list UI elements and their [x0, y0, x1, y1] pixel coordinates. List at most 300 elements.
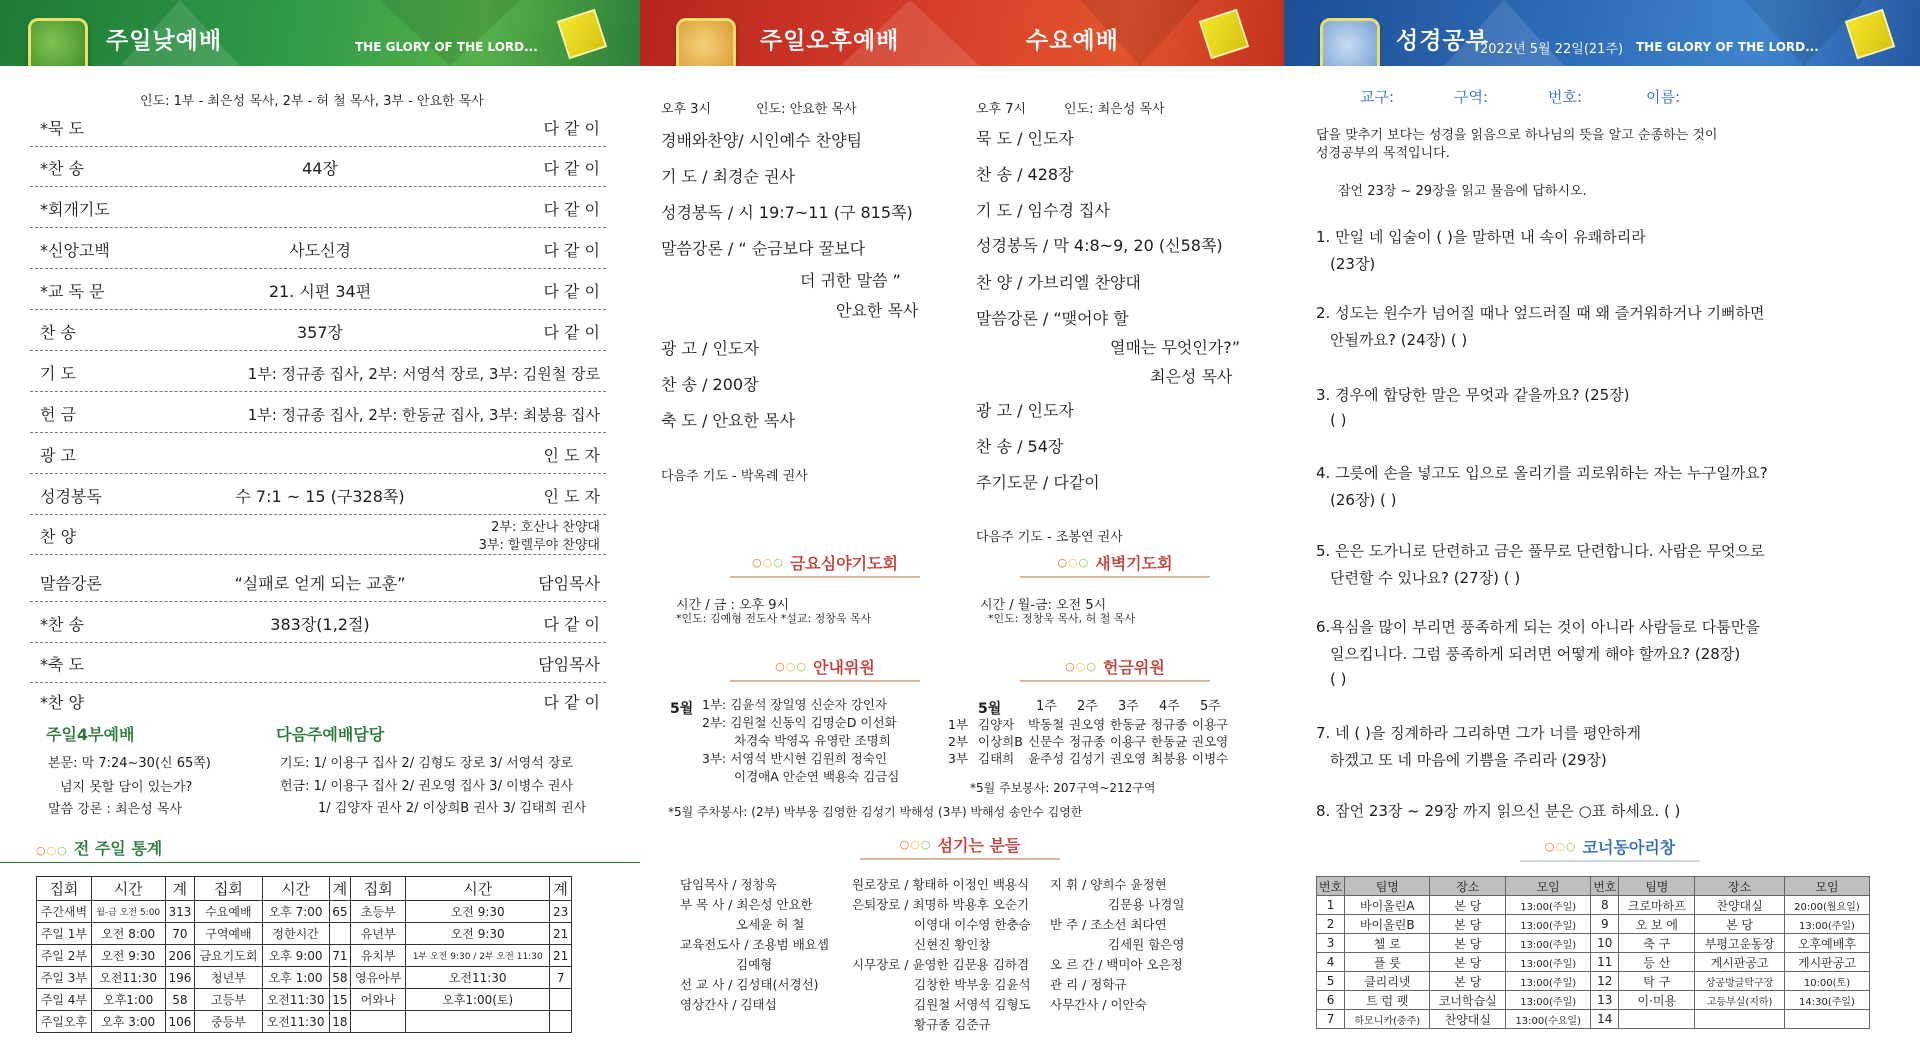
- table-row: [1317, 877, 1870, 896]
- offering-name: 신문수: [1028, 734, 1065, 749]
- table-cell: 오후 1:00: [262, 967, 329, 989]
- table-cell: 14:30(주일): [1784, 991, 1869, 1010]
- table-cell: 정한시간: [262, 923, 329, 945]
- worship-row-content: 44장: [302, 159, 338, 178]
- table-cell: 13:00(주일): [1506, 934, 1591, 953]
- table-cell: [1695, 1010, 1785, 1029]
- offering-name: 1부: [948, 717, 969, 732]
- question-line: 안될까요? (24장) ( ): [1330, 331, 1468, 349]
- question-line: (23장): [1330, 255, 1376, 273]
- table-cell: 8: [1591, 896, 1619, 915]
- question-line: 3. 경우에 합당한 말은 무엇과 같을까요? (25장): [1316, 386, 1630, 404]
- table-cell: 계: [550, 877, 572, 901]
- flag-icon: [1199, 9, 1249, 59]
- table-cell: 바이올린B: [1345, 915, 1430, 934]
- server-line: 김창한 박부웅 김윤석: [914, 977, 1031, 992]
- worship-row-right: 1부: 정규종 집사, 2부: 서영석 장로, 3부: 김원철 장로: [247, 365, 600, 383]
- study-field-label: 구역:: [1454, 88, 1489, 106]
- worship-row-content: 수 7:1 ~ 15 (구328쪽): [235, 487, 405, 506]
- row-divider: [30, 391, 606, 392]
- table-cell: 유치부: [351, 945, 406, 967]
- intro-line: 성경공부의 목적입니다.: [1316, 146, 1450, 161]
- table-row: [1317, 1010, 1870, 1029]
- worship-row-content: 사도신경: [289, 241, 351, 260]
- table-cell: 11: [1591, 953, 1619, 972]
- table-cell: 코너학습실: [1430, 991, 1506, 1010]
- table-cell: 15: [329, 989, 351, 1011]
- table-cell: 1부 오전 9:30 / 2부 오전 11:30: [406, 945, 550, 967]
- row-divider: [30, 309, 606, 310]
- table-cell: 20:00(월요일): [1784, 896, 1869, 915]
- table-cell: 13:00(주일): [1784, 915, 1869, 934]
- wed-line: 기 도 / 임수경 집사: [976, 201, 1110, 220]
- wed-line: 찬 송 / 54장: [976, 437, 1064, 456]
- offering-name: 이병수: [1192, 751, 1229, 766]
- table-cell: 부평고운동장: [1695, 934, 1785, 953]
- table-cell: 오전11:30: [262, 989, 329, 1011]
- row-divider: [30, 432, 606, 433]
- worship-row-right: 인 도 자: [543, 487, 600, 506]
- afternoon-line: 더 귀한 말씀 ”: [800, 271, 901, 290]
- table-cell: 3: [1317, 934, 1345, 953]
- server-line: 관 리 / 정학규: [1050, 977, 1127, 992]
- worship-row-content: 383장(1,2절): [270, 615, 370, 634]
- server-line: 오세윤 허 철: [736, 917, 805, 932]
- wed-line: 묵 도 / 인도자: [976, 129, 1074, 148]
- table-cell: 집회: [195, 877, 262, 901]
- offering-week: 1주: [1036, 699, 1057, 714]
- table-cell: 오후1:00(토): [406, 989, 550, 1011]
- intro-line: 답을 맞추기 보다는 성경을 읽음으로 하나님의 뜻을 알고 순종하는 것이: [1316, 128, 1718, 143]
- question-line: 8. 잠언 23장 ~ 29장 까지 읽으신 분은 ○표 하세요. ( ): [1316, 802, 1681, 820]
- table-row: [1317, 953, 1870, 972]
- table-cell: 오후예배후: [1784, 934, 1869, 953]
- offering-name: 김양자: [978, 717, 1015, 732]
- table-cell: 번호: [1591, 877, 1619, 896]
- instructions: 잠언 23장 ~ 29장을 읽고 물음에 답하시오.: [1338, 184, 1587, 199]
- worship-row-right: 다 같 이: [543, 159, 600, 178]
- usher-heading: ○○○ 안내위원: [730, 652, 920, 682]
- table-cell: 2: [1317, 915, 1345, 934]
- table-cell: 13:00(수요일): [1506, 1010, 1591, 1029]
- wed-line: 열매는 무엇인가?”: [1110, 338, 1241, 357]
- offering-heading: ○○○ 헌금위원: [1020, 652, 1210, 682]
- offering-name: 3부: [948, 751, 969, 766]
- table-cell: 오전 8:00: [91, 923, 165, 945]
- table-cell: 21: [550, 923, 572, 945]
- worship-row-label: 헌 금: [40, 405, 76, 424]
- worship-row-label: 말씀강론: [40, 574, 102, 593]
- table-cell: 오후 7:00: [262, 901, 329, 923]
- server-line: 김세원 함은영: [1108, 937, 1185, 952]
- question-line: 7. 네 ( )을 징계하라 그리하면 그가 너를 평안하게: [1316, 724, 1641, 742]
- table-cell: 주일 3부: [37, 967, 92, 989]
- row-divider: [30, 642, 606, 643]
- friday-heading: ○○○ 금요심야기도회: [730, 548, 920, 578]
- table-cell: 58: [329, 967, 351, 989]
- table-cell: 시간: [406, 877, 550, 901]
- server-line: 원로장로 / 황태하 이정인 백용식: [852, 877, 1030, 892]
- table-cell: 오전11:30: [262, 1011, 329, 1033]
- offering-name: 윤주성: [1028, 751, 1065, 766]
- row-divider: [30, 350, 606, 351]
- table-cell: 65: [329, 901, 351, 923]
- server-line: 김원철 서영석 김형도: [914, 997, 1031, 1012]
- table-cell: 10:00(토): [1784, 972, 1869, 991]
- usher-row: 이경애A 안순연 백용숙 김금심: [734, 769, 900, 784]
- afternoon-line: 광 고 / 인도자: [661, 339, 759, 358]
- server-line: 황규종 김준규: [914, 1017, 991, 1032]
- banner-bible-study: [1284, 0, 1920, 66]
- leaf-icon: [28, 18, 88, 66]
- dawn-heading: ○○○ 새벽기도회: [1020, 548, 1210, 578]
- table-cell: 어와나: [351, 989, 406, 1011]
- table-cell: 주일 2부: [37, 945, 92, 967]
- table-cell: 시간: [262, 877, 329, 901]
- offering-name: 박동철: [1028, 717, 1065, 732]
- table-cell: 58: [165, 989, 195, 1011]
- table-row: [37, 945, 572, 967]
- worship-row-label: 기 도: [40, 364, 76, 383]
- server-line: 영상간사 / 김태섭: [680, 997, 777, 1012]
- table-cell: 오 보 에: [1619, 915, 1695, 934]
- question-line: ( ): [1330, 411, 1347, 429]
- table-cell: 구역예배: [195, 923, 262, 945]
- table-row: [1317, 934, 1870, 953]
- study-field-label: 번호:: [1548, 88, 1583, 106]
- table-cell: [406, 1011, 550, 1033]
- table-cell: 번호: [1317, 877, 1345, 896]
- table-cell: [1784, 1010, 1869, 1029]
- table-cell: 트 럼 펫: [1345, 991, 1430, 1010]
- section-title: 주일오후예배: [760, 28, 900, 54]
- question-line: 단련할 수 있나요? (27장) ( ): [1330, 569, 1521, 587]
- table-cell: 본 당: [1430, 953, 1506, 972]
- table-cell: 5: [1317, 972, 1345, 991]
- worship-row-label: *찬 송: [40, 159, 84, 178]
- worship-row-label: 찬 양: [40, 527, 76, 546]
- banner-tagline: THE GLORY OF THE LORD...: [355, 40, 538, 54]
- server-line: 부 목 사 / 최은성 안요한: [680, 897, 813, 912]
- table-cell: 6: [1317, 991, 1345, 1010]
- worship-row-right: 다 같 이: [543, 693, 600, 712]
- worship-row-right: 2부: 호산나 찬양대: [491, 520, 600, 535]
- server-line: 사무간사 / 이안숙: [1050, 997, 1147, 1012]
- offering-name: 정규종: [1069, 734, 1106, 749]
- study-date: 2022년 5월 22일(21주): [1480, 42, 1624, 57]
- row-divider: [30, 473, 606, 474]
- row-divider: [30, 554, 606, 555]
- afternoon-leader: 인도: 안요한 목사: [756, 102, 857, 117]
- table-cell: 고등부실(지하): [1695, 991, 1785, 1010]
- table-cell: 오전 9:30: [91, 945, 165, 967]
- study-field-label: 교구:: [1360, 88, 1395, 106]
- table-cell: 중등부: [195, 1011, 262, 1033]
- question-line: ( ): [1330, 670, 1347, 688]
- afternoon-line: 찬 송 / 200장: [661, 375, 759, 394]
- table-cell: 주간새벽: [37, 901, 92, 923]
- question-line: 4. 그릇에 손을 넣고도 입으로 올리기를 괴로워하는 자는 누구일까요?: [1316, 464, 1768, 482]
- afternoon-line: 기 도 / 최경순 권사: [661, 167, 795, 186]
- offering-name: 권오영: [1192, 734, 1229, 749]
- offering-name: 2부: [948, 734, 969, 749]
- table-cell: 크로마하프: [1619, 896, 1695, 915]
- wed-line: 광 고 / 인도자: [976, 401, 1074, 420]
- table-cell: 본 당: [1430, 972, 1506, 991]
- worship-row-content: “실패로 얻게 되는 교훈”: [234, 574, 406, 593]
- table-cell: 313: [165, 901, 195, 923]
- offering-name: 권오영: [1069, 717, 1106, 732]
- attendance-table: [36, 876, 572, 1033]
- next-week-text: 헌금: 1/ 이용구 집사 2/ 권오영 집사 3/ 이병수 권사: [280, 779, 574, 794]
- table-cell: 집회: [37, 877, 92, 901]
- offering-name: 이용구: [1110, 734, 1147, 749]
- wed-line: 최은성 목사: [1150, 367, 1233, 386]
- table-cell: 오전 9:30: [406, 901, 550, 923]
- wed-line: 찬 양 / 가브리엘 찬양대: [976, 273, 1141, 292]
- table-cell: 오전11:30: [91, 967, 165, 989]
- table-cell: 13:00(주일): [1506, 915, 1591, 934]
- wed-line: 말씀강론 / “맺어야 할: [976, 309, 1129, 328]
- question-line: 5. 은은 도가니로 단련하고 금은 풀무로 단련합니다. 사람은 무엇으로: [1316, 542, 1765, 560]
- table-cell: 주일 4부: [37, 989, 92, 1011]
- worship-row-right: 다 같 이: [543, 119, 600, 138]
- row-divider: [30, 601, 606, 602]
- afternoon-line: 경배와찬양/ 시인예수 찬양팀: [661, 131, 863, 150]
- table-cell: 4: [1317, 953, 1345, 972]
- friday-leader: *인도: 김예형 전도사 *설교: 정창욱 목사: [676, 612, 872, 625]
- table-cell: 12: [1591, 972, 1619, 991]
- offering-name: 최붕용: [1151, 751, 1188, 766]
- table-cell: 월-금 오전 5:00: [91, 901, 165, 923]
- worship-row-right: 다 같 이: [543, 241, 600, 260]
- worship-row-label: 성경봉독: [40, 487, 102, 506]
- server-line: 시무장로 / 윤영한 김문용 김하겸: [852, 957, 1030, 972]
- offering-week: 3주: [1118, 699, 1139, 714]
- table-cell: 본 당: [1430, 934, 1506, 953]
- table-cell: 오후 3:00: [91, 1011, 165, 1033]
- worship-row-right: 다 같 이: [543, 323, 600, 342]
- table-cell: 9: [1591, 915, 1619, 934]
- worship-row-right: 다 같 이: [543, 200, 600, 219]
- fourth-service-text: 넘지 못할 담이 있는가?: [60, 780, 193, 795]
- wed-line: 성경봉독 / 막 4:8~9, 20 (신58쪽): [976, 236, 1223, 255]
- table-cell: 이·미용: [1619, 991, 1695, 1010]
- bulletin-service: *5월 주보봉사: 207구역~212구역: [970, 781, 1156, 795]
- wed-leader: 인도: 최은성 목사: [1064, 102, 1165, 117]
- table-cell: 18: [329, 1011, 351, 1033]
- table-row: [37, 923, 572, 945]
- table-cell: 시간: [91, 877, 165, 901]
- table-row: [37, 989, 572, 1011]
- offering-week: 4주: [1159, 699, 1180, 714]
- table-cell: 플 룻: [1345, 953, 1430, 972]
- table-cell: 1: [1317, 896, 1345, 915]
- table-row: [1317, 972, 1870, 991]
- afternoon-time: 오후 3시: [661, 102, 712, 117]
- table-cell: 게시판공고: [1695, 953, 1785, 972]
- table-row: [37, 877, 572, 901]
- table-cell: 상공방글탁구장: [1695, 972, 1785, 991]
- flag-icon: [557, 9, 607, 59]
- table-row: [37, 967, 572, 989]
- table-cell: [1619, 1010, 1695, 1029]
- wed-time: 오후 7시: [976, 102, 1027, 117]
- table-cell: 오후 9:00: [262, 945, 329, 967]
- offering-week: 2주: [1077, 699, 1098, 714]
- worship-row-label: 광 고: [40, 446, 76, 465]
- table-cell: 모임: [1506, 877, 1591, 896]
- afternoon-line: 성경봉독 / 시 19:7~11 (구 815쪽): [661, 203, 913, 222]
- table-cell: 오후1:00: [91, 989, 165, 1011]
- usher-row: 차경숙 박영옥 유영란 조명희: [734, 733, 891, 748]
- stats-title: ○○○ 전 주일 통계: [36, 839, 163, 858]
- dawn-leader: *인도: 정창욱 목사, 허 철 목사: [988, 612, 1136, 625]
- table-row: [1317, 915, 1870, 934]
- offering-week: 5주: [1200, 699, 1221, 714]
- offering-name: 이상희B: [978, 734, 1023, 749]
- table-cell: 오전11:30: [406, 967, 550, 989]
- table-cell: [550, 989, 572, 1011]
- table-cell: 206: [165, 945, 195, 967]
- worship-row-label: *신앙고백: [40, 241, 110, 260]
- server-line: 반 주 / 조소선 최다연: [1050, 917, 1167, 932]
- table-cell: 13:00(주일): [1506, 953, 1591, 972]
- table-cell: 13:00(주일): [1506, 896, 1591, 915]
- table-cell: 탁 구: [1619, 972, 1695, 991]
- row-divider: [30, 682, 606, 683]
- worship-row-content: 21. 시편 34편: [268, 282, 372, 301]
- worship-row-label: *찬 송: [40, 615, 84, 634]
- offering-name: 김태희: [978, 751, 1015, 766]
- worship-row-right: 인 도 자: [543, 446, 600, 465]
- afternoon-line: 안요한 목사: [836, 301, 919, 320]
- table-cell: 본 당: [1695, 915, 1785, 934]
- table-cell: 7: [1317, 1010, 1345, 1029]
- table-cell: 하모니카(중주): [1345, 1010, 1430, 1029]
- fourth-service-text: 본문: 막 7:24~30(신 65쪽): [48, 756, 211, 771]
- worship-row-label: 찬 송: [40, 323, 76, 342]
- fourth-service-title: 주일4부예배: [46, 725, 135, 744]
- friday-time: 시간 / 금 : 오후 9시: [676, 598, 790, 613]
- table-cell: 고등부: [195, 989, 262, 1011]
- offering-name: 권오영: [1110, 751, 1147, 766]
- choir-heading: ○○○ 코너동아리창: [1520, 832, 1700, 862]
- wed-line: 찬 송 / 428장: [976, 165, 1074, 184]
- offering-name: 한동균: [1151, 734, 1188, 749]
- server-line: 김예형: [736, 957, 773, 972]
- banner-sunday-morning: [0, 0, 640, 66]
- worship-row-label: *회개기도: [40, 200, 110, 219]
- servers-heading: ○○○ 섬기는 분들: [860, 830, 1060, 860]
- row-divider: [30, 186, 606, 187]
- server-line: 이영대 이수영 한충승: [914, 917, 1031, 932]
- table-cell: 주일오후: [37, 1011, 92, 1033]
- table-cell: 등 산: [1619, 953, 1695, 972]
- offering-name: 김성기: [1069, 751, 1106, 766]
- server-line: 오 르 간 / 백미아 오은정: [1050, 957, 1183, 972]
- study-field-label: 이름:: [1646, 88, 1681, 106]
- table-row: [37, 1011, 572, 1033]
- table-cell: 클리리넷: [1345, 972, 1430, 991]
- row-divider: [30, 227, 606, 228]
- table-cell: 첼 로: [1345, 934, 1430, 953]
- table-cell: 106: [165, 1011, 195, 1033]
- table-cell: 본 당: [1430, 896, 1506, 915]
- server-line: 교육전도사 / 조용범 배요셉: [680, 937, 829, 952]
- table-cell: 196: [165, 967, 195, 989]
- table-row: [1317, 896, 1870, 915]
- worship-row-right: 담임목사: [538, 655, 600, 674]
- worship-row-content: 357장: [297, 323, 343, 342]
- row-divider: [30, 146, 606, 147]
- worship-row-right: 다 같 이: [543, 615, 600, 634]
- worship-row-right: 3부: 할렐루야 찬양대: [478, 538, 600, 553]
- table-cell: [329, 923, 351, 945]
- worship-row-right: 다 같 이: [543, 282, 600, 301]
- parking-service: *5월 주차봉사: (2부) 박부웅 김영한 김성기 박해성 (3부) 박해성 송안수 김영한: [668, 805, 1083, 819]
- usher-row: 1부: 김윤석 장일영 신순자 강인자: [702, 697, 888, 712]
- table-cell: 금요기도회: [195, 945, 262, 967]
- table-cell: 21: [550, 945, 572, 967]
- table-cell: 청년부: [195, 967, 262, 989]
- offering-name: 정규종: [1151, 717, 1188, 732]
- worship-row-label: *묵 도: [40, 119, 84, 138]
- table-cell: 찬양대실: [1430, 1010, 1506, 1029]
- dawn-time: 시간 / 월-금: 오전 5시: [980, 598, 1107, 613]
- table-cell: 14: [1591, 1010, 1619, 1029]
- worship-row-right: 담임목사: [538, 574, 600, 593]
- offering-month: 5월: [978, 701, 1002, 717]
- table-cell: 본 당: [1430, 915, 1506, 934]
- table-cell: 13:00(주일): [1506, 972, 1591, 991]
- table-cell: 71: [329, 945, 351, 967]
- server-line: 신현진 황인창: [914, 937, 991, 952]
- table-cell: 7: [550, 967, 572, 989]
- server-line: 지 휘 / 양희수 윤정현: [1050, 877, 1167, 892]
- banner-afternoon: [640, 0, 1284, 66]
- table-cell: 주일 1부: [37, 923, 92, 945]
- worship-row-label: *교 독 문: [40, 282, 105, 301]
- question-line: (26장) ( ): [1330, 491, 1397, 509]
- server-line: 김문용 나경일: [1108, 897, 1185, 912]
- worship-row-right: 1부: 정규종 집사, 2부: 한동균 집사, 3부: 최붕용 집사: [247, 406, 600, 424]
- question-line: 2. 성도는 원수가 넘어질 때나 엎드러질 때 왜 즐거워하거나 기뻐하면: [1316, 304, 1765, 322]
- next-week-text: 기도: 1/ 이용구 집사 2/ 김형도 장로 3/ 서영석 장로: [280, 756, 574, 771]
- server-line: 선 교 사 / 김성태(서경선): [680, 977, 819, 992]
- table-cell: [550, 1011, 572, 1033]
- wed-next-prayer: 다음주 기도 - 조봉연 권사: [976, 530, 1123, 545]
- question-line: 1. 만일 네 입술이 ( )을 말하면 내 속이 유쾌하리라: [1316, 228, 1646, 246]
- row-divider: [30, 514, 606, 515]
- table-cell: 장소: [1430, 877, 1506, 896]
- table-cell: 축 구: [1619, 934, 1695, 953]
- usher-month: 5월: [670, 701, 694, 717]
- question-line: 6.욕심을 많이 부리면 풍족하게 되는 것이 아니라 사람들로 다툼만을: [1316, 618, 1760, 636]
- table-cell: 장소: [1695, 877, 1785, 896]
- table-cell: 게시판공고: [1784, 953, 1869, 972]
- afternoon-next-prayer: 다음주 기도 - 박옥례 권사: [661, 469, 808, 484]
- server-line: 담임목사 / 정창욱: [680, 877, 777, 892]
- flower-icon: [676, 18, 736, 66]
- table-cell: 찬양대실: [1695, 896, 1785, 915]
- table-cell: 팀명: [1619, 877, 1695, 896]
- wed-line: 주기도문 / 다같이: [976, 473, 1100, 492]
- table-cell: 유년부: [351, 923, 406, 945]
- next-week-text: 1/ 김양자 권사 2/ 이상희B 권사 3/ 김태희 권사: [318, 801, 587, 816]
- table-cell: 모임: [1784, 877, 1869, 896]
- server-line: 은퇴장로 / 최명하 박용후 오순기: [852, 897, 1030, 912]
